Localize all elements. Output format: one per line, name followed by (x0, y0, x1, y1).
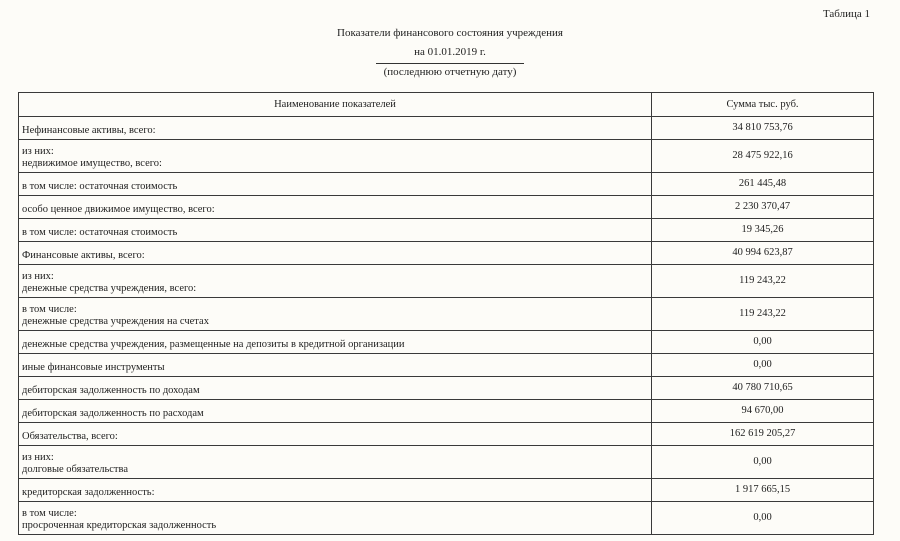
indicator-name: денежные средства учреждения, всего: (22, 283, 197, 294)
indicator-amount: 40 994 623,87 (652, 242, 874, 265)
indicator-name-cell (19, 400, 652, 423)
table-row (19, 331, 874, 354)
indicator-amount: 162 619 205,27 (652, 423, 874, 446)
indicator-name: особо ценное движимое имущество, всего: (22, 204, 215, 215)
indicator-name-cell (19, 377, 652, 400)
indicator-prefix: в том числе: (22, 508, 77, 519)
document-title: Показатели финансового состояния учреждения (337, 27, 563, 39)
indicator-amount: 119 243,22 (652, 298, 874, 331)
indicator-name: Обязательства, всего: (22, 431, 118, 442)
indicator-amount: 0,00 (652, 502, 874, 535)
table-body (19, 117, 874, 535)
indicator-name-cell (19, 196, 652, 219)
indicator-name: дебиторская задолженность по доходам (22, 385, 200, 396)
table-row (19, 298, 874, 331)
indicator-name-cell (19, 479, 652, 502)
indicator-name-cell (19, 331, 652, 354)
indicator-name: Нефинансовые активы, всего: (22, 125, 156, 136)
indicator-name-cell (19, 117, 652, 140)
report-date-caption: (последнюю отчетную дату) (383, 66, 517, 78)
indicator-name: денежные средства учреждения, размещенные на депозиты в кредитной организации (22, 339, 405, 350)
indicator-name-cell (19, 242, 652, 265)
table-row (19, 479, 874, 502)
indicator-amount: 19 345,26 (652, 219, 874, 242)
indicator-amount: 28 475 922,16 (652, 140, 874, 173)
indicator-name-cell (19, 446, 652, 479)
indicator-name-cell (19, 173, 652, 196)
table-row (19, 265, 874, 298)
table-row (19, 219, 874, 242)
indicator-amount: 34 810 753,76 (652, 117, 874, 140)
indicator-name: просроченная кредиторская задолженность (22, 520, 217, 531)
table-row (19, 377, 874, 400)
table-row (19, 502, 874, 535)
indicator-name: иные финансовые инструменты (22, 362, 165, 373)
indicator-name: дебиторская задолженность по расходам (22, 408, 204, 419)
indicator-name: Финансовые активы, всего: (22, 250, 145, 261)
table-row (19, 446, 874, 479)
indicator-prefix: из них: (22, 146, 54, 157)
table-header-row (19, 93, 874, 117)
table-row (19, 354, 874, 377)
table-number-label: Таблица 1 (822, 8, 870, 20)
table-row (19, 400, 874, 423)
column-header-amount: Сумма тыс. руб. (652, 93, 874, 117)
indicator-name: долговые обязательства (22, 464, 128, 475)
table-row (19, 140, 874, 173)
indicator-amount: 40 780 710,65 (652, 377, 874, 400)
indicator-amount: 0,00 (652, 446, 874, 479)
date-underline (376, 63, 524, 64)
indicator-amount: 261 445,48 (652, 173, 874, 196)
indicator-prefix: из них: (22, 452, 54, 463)
indicator-name: денежные средства учреждения на счетах (22, 316, 209, 327)
table-row (19, 196, 874, 219)
indicator-amount: 1 917 665,15 (652, 479, 874, 502)
table-row (19, 173, 874, 196)
indicator-amount: 2 230 370,47 (652, 196, 874, 219)
indicator-name-cell (19, 298, 652, 331)
indicator-name-cell (19, 502, 652, 535)
indicator-name: в том числе: остаточная стоимость (22, 227, 178, 238)
indicator-name-cell (19, 140, 652, 173)
report-date: на 01.01.2019 г. (414, 46, 486, 58)
indicator-amount: 94 670,00 (652, 400, 874, 423)
indicator-name: кредиторская задолженность: (22, 487, 155, 498)
indicator-amount: 0,00 (652, 354, 874, 377)
indicator-name: в том числе: остаточная стоимость (22, 181, 178, 192)
indicator-prefix: из них: (22, 271, 54, 282)
indicator-name-cell (19, 423, 652, 446)
indicator-amount: 0,00 (652, 331, 874, 354)
table-row (19, 423, 874, 446)
indicator-amount: 119 243,22 (652, 265, 874, 298)
indicator-name-cell (19, 354, 652, 377)
column-header-name: Наименование показателей (19, 93, 652, 117)
financial-indicators-table (18, 92, 874, 535)
indicator-name-cell (19, 219, 652, 242)
indicator-prefix: в том числе: (22, 304, 77, 315)
indicator-name: недвижимое имущество, всего: (22, 158, 162, 169)
table-row (19, 117, 874, 140)
table-row (19, 242, 874, 265)
indicator-name-cell (19, 265, 652, 298)
